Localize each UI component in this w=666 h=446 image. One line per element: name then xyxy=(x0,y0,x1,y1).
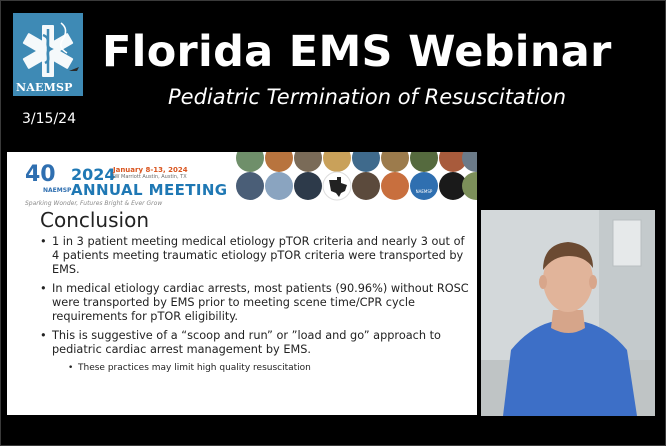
photo-circle xyxy=(294,172,322,200)
info-circle-text: NAEMSP xyxy=(415,189,433,194)
bullet-list xyxy=(40,235,470,374)
photo-circle xyxy=(352,172,380,200)
webinar-date: 3/15/24 xyxy=(22,111,76,127)
photo-circle xyxy=(265,172,293,200)
info-circle xyxy=(410,172,438,200)
webinar-subtitle: Pediatric Termination of Resuscitation xyxy=(168,85,567,109)
photo-circle xyxy=(323,152,351,172)
photo-circle xyxy=(352,152,380,172)
photo-circle xyxy=(236,152,264,172)
meeting-org: NAEMSP xyxy=(43,187,72,194)
photo-circle xyxy=(462,152,477,172)
sub-bullet-item: • These practices may limit high quality resuscitation xyxy=(68,362,470,374)
annual-meeting-logo xyxy=(25,162,235,212)
photo-circle xyxy=(236,172,264,200)
photo-circle xyxy=(410,152,438,172)
photo-circle xyxy=(381,152,409,172)
photo-circle xyxy=(294,152,322,172)
meeting-year: 2024 xyxy=(71,165,116,184)
meeting-tagline: Sparking Wonder, Futures Bright & Ever Grow xyxy=(25,200,163,207)
bullet-item: • 1 in 3 patient meeting medical etiology pTOR criteria and nearly 3 out of 4 patients meeting traumatic etiology pTOR criteria were transported by EMS. xyxy=(40,235,470,277)
photo-circle xyxy=(265,152,293,172)
photo-circle xyxy=(462,172,477,200)
bullet-item: • In medical etiology cardiac arrests, most patients (90.96%) without ROSC were transported by EMS prior to meeting scene time/CPR cycle requirements for pTOR eligibility. xyxy=(40,282,470,324)
bullet-item: • This is suggestive of a “scoop and run” or ”load and go” approach to pediatric cardiac arrest management by EMS. xyxy=(40,329,470,357)
presenter-webcam xyxy=(481,210,655,416)
banner-photo-circles xyxy=(233,152,477,210)
meeting-venue: JW Marriott Austin, Austin, TX xyxy=(113,174,187,180)
slide-heading: Conclusion xyxy=(40,208,149,232)
logo-text: NAEMSP xyxy=(16,81,73,94)
anniversary-number: 40 xyxy=(25,162,56,187)
presentation-slide xyxy=(7,152,477,415)
webinar-title: Florida EMS Webinar xyxy=(102,27,612,77)
meeting-dates: January 8-13, 2024 xyxy=(113,166,188,174)
meeting-name: ANNUAL MEETING xyxy=(71,181,228,199)
photo-circle xyxy=(381,172,409,200)
naemsp-logo xyxy=(13,13,83,96)
